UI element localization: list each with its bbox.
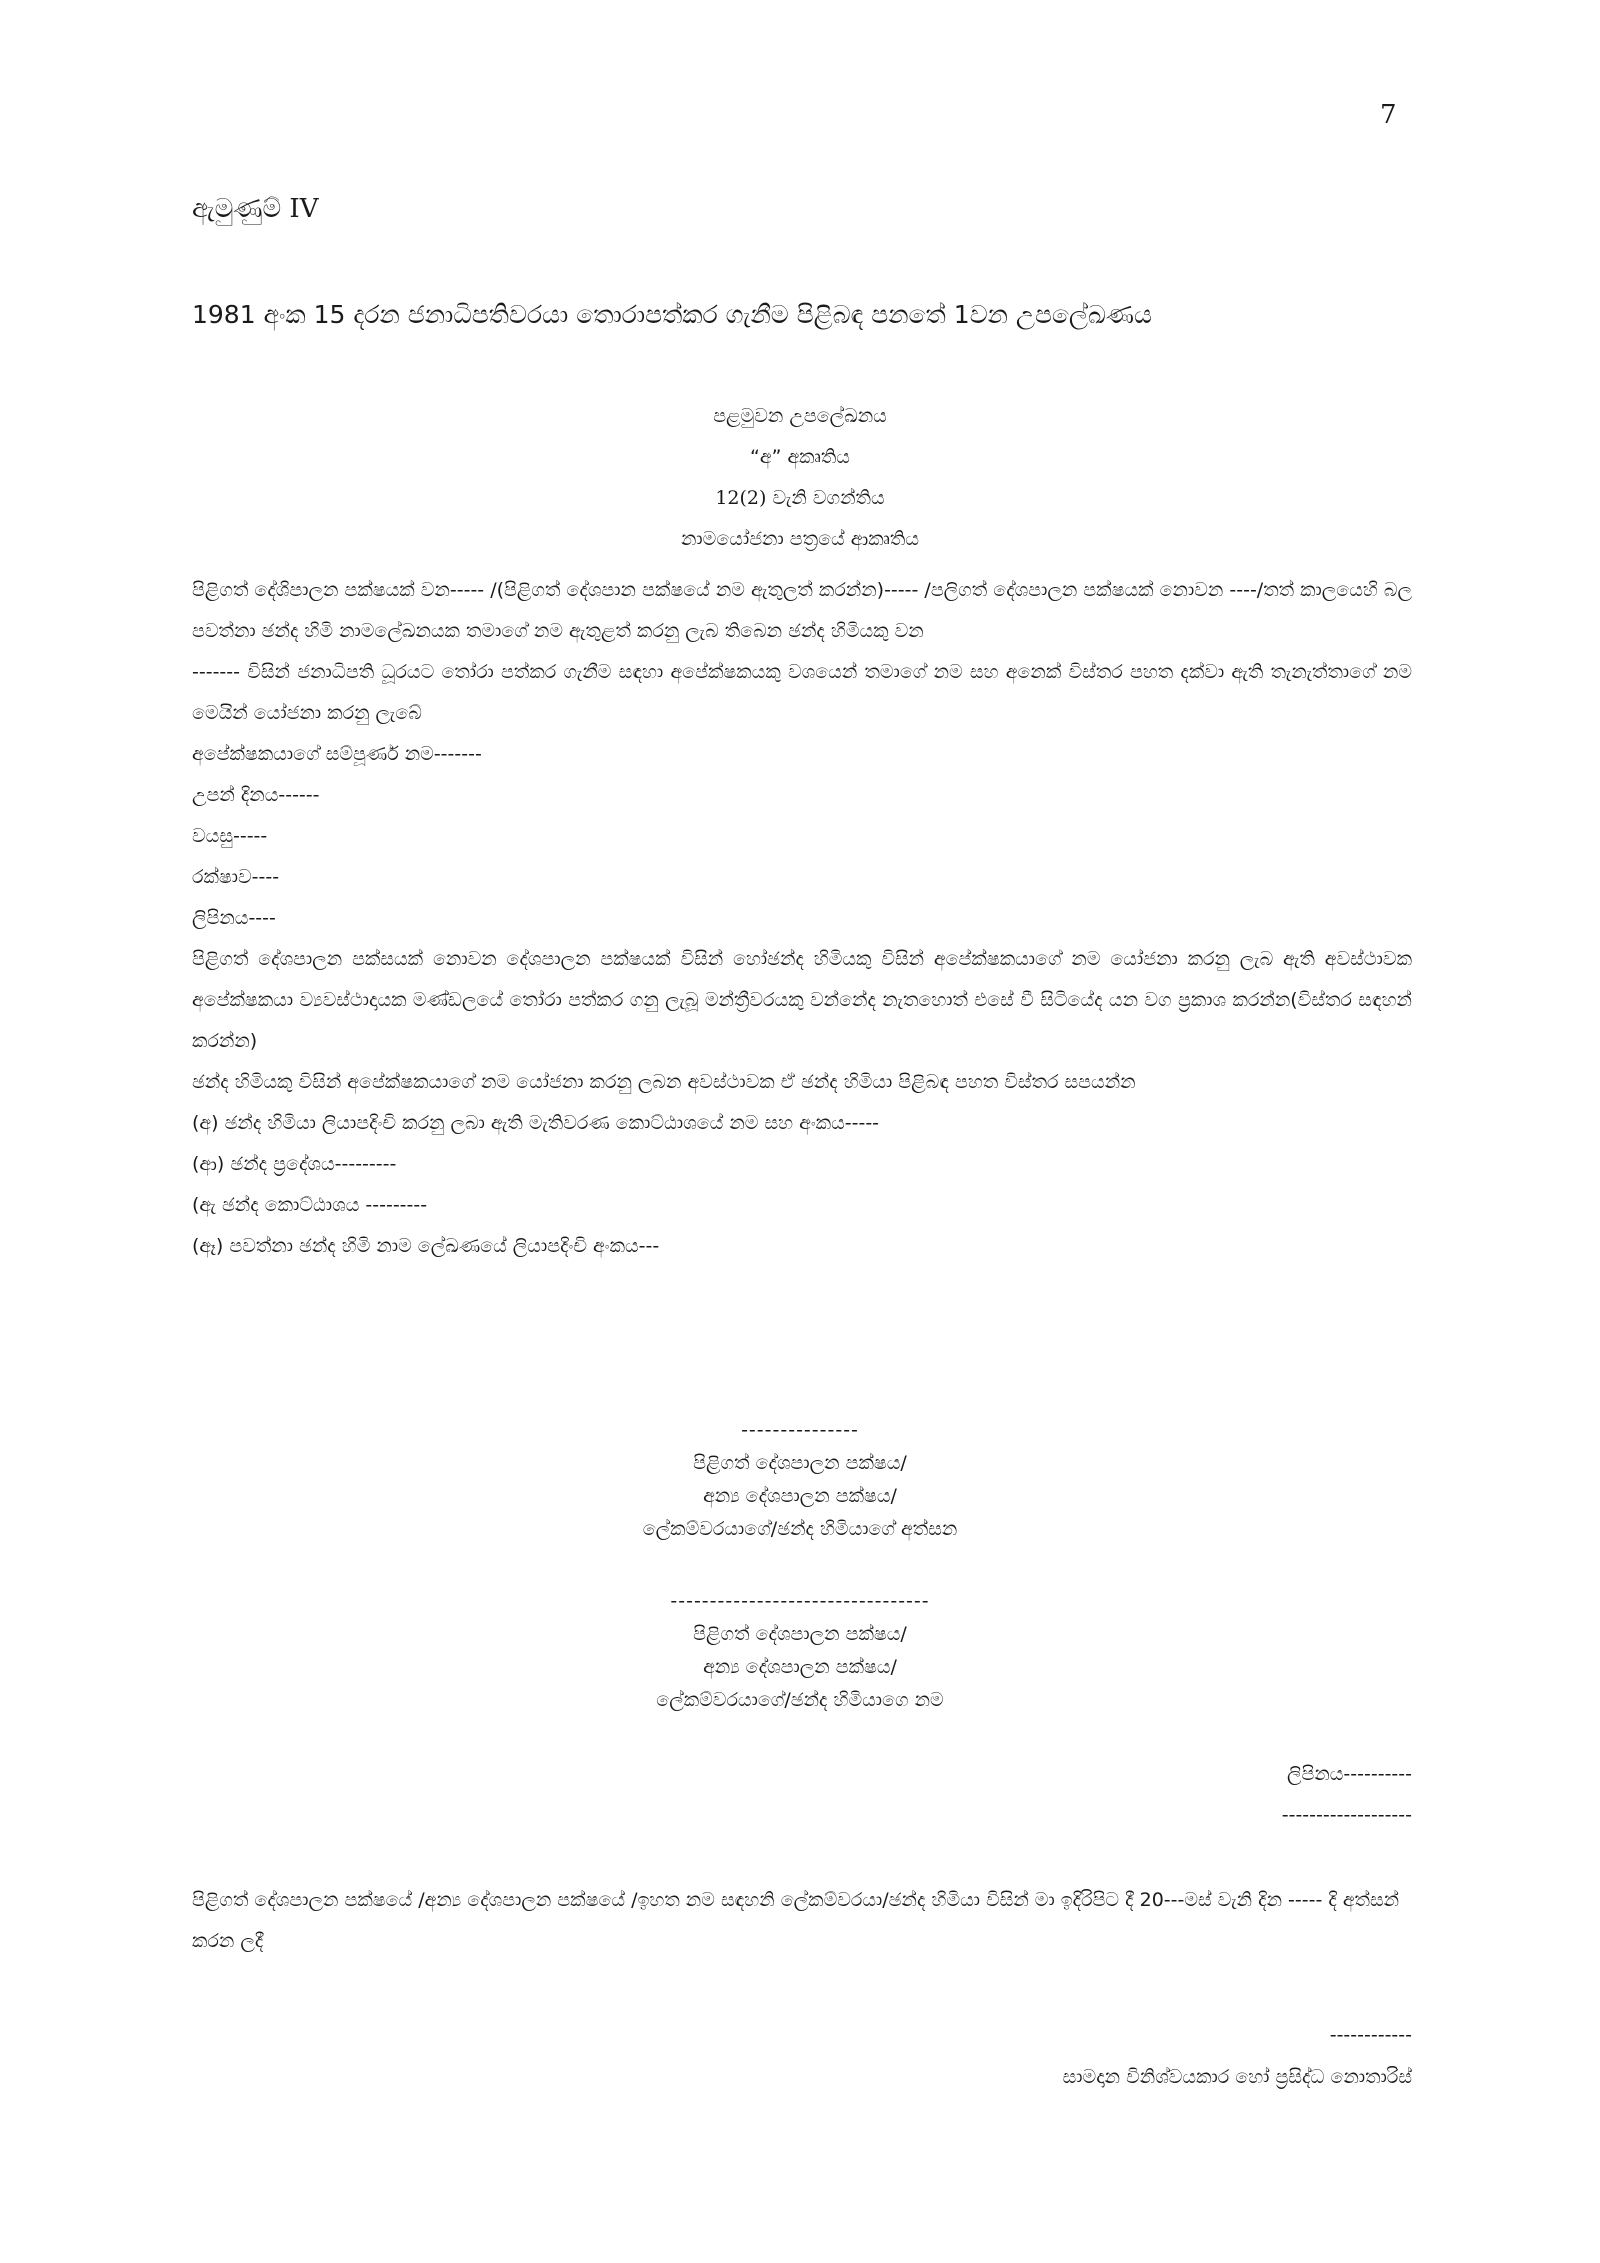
other-party-paragraph: පිළිගත් දේශපාලන පක්සයක් නොවන දේශපාලන පක්ෂයක් විසින් හෝඡන්ද හිමියකු විසින් අපේක්ෂකයාගේ නම යෝජනා කරනු ලැබ ඇති අවස්ථාවක අපේක්ෂකයා ව්‍යවස්ථාදායක මණ්ඩලයේ තෝරා පත්කර ගනු ලැබූ මන්ත්‍රීවරයකු වන්නේද නැතහොත් එසේ වී සිටියේද යන වග ප්‍රකාශ කරන්න(විස්තර සඳහන් කරන්න) bbox=[192, 948, 1412, 1052]
address-continuation-line: ------------------- bbox=[1281, 1804, 1412, 1826]
voter-item: (ඇ ඡන්ද කොට්ඨාශය --------- bbox=[192, 1194, 428, 1216]
schedule-header bbox=[0, 396, 1600, 560]
intro-paragraph: පිළිගත් දේශිපාලන පක්ෂයක් වන----- /(පිළිගත් දේශපාන පක්ෂයේ නම ඇතුලත් කරන්න)----- /පලිගත් දේශපාලන පක්ෂයක් නොවන ----/තත් කාලයෙහි බල පවත්නා ඡන්ද හිමි නාමලේඛනයක තමාගේ නම ඇතුළත් කරනු ලැබ තිබෙන ඡන්ද හිමියකු වන bbox=[192, 579, 1412, 642]
address-block bbox=[1100, 1754, 1412, 1836]
name-block bbox=[0, 1585, 1600, 1717]
signature-line: --------------- bbox=[741, 1419, 859, 1441]
voter-item: (ඈ) පවත්නා ඡන්ද හිමි නාම ලේඛණයේ ලියාපදිංචි අංකය--- bbox=[192, 1235, 660, 1257]
notary-block bbox=[900, 2014, 1412, 2098]
notary-signature-line: ------------ bbox=[1329, 2024, 1412, 2046]
name-line: --------------------------------- bbox=[670, 1590, 930, 1612]
attestation-paragraph: පිළිගත් දේශපාලන පක්ෂයේ /අන්‍ය දේශපාලන පක්ෂයේ /ඉහත නම සඳහනි ලේකම්වරයා/ඡන්ද හිමියා විසින් මා ඉදිරිපිට දී 20---මස් වැනි දින ----- දි අත්සන් කරන ලදී bbox=[192, 1889, 1400, 1952]
name-line-2: අන්‍ය දේශපාලන පක්ෂය/ bbox=[703, 1656, 897, 1678]
annex-label: ඇමුණුම් bbox=[192, 194, 282, 224]
field-occupation: රක්ෂාව---- bbox=[192, 866, 280, 888]
field-age: වයසු----- bbox=[192, 825, 268, 847]
page-number: 7 bbox=[1380, 100, 1397, 130]
signature-caption: ලේකම්වරයාගේ/ඡන්ද හිමියාගේ අත්සන bbox=[642, 1518, 958, 1540]
name-caption: ලේකම්වරයාගේ/ඡන්ද හිමියාගෙ නම bbox=[656, 1689, 944, 1711]
notary-caption: සාමදාන විනිශ්වයකාර හෝ ප්‍රසිද්ධ නොතාරිස් bbox=[1062, 2066, 1412, 2088]
address-label: ලිපිනය---------- bbox=[1286, 1763, 1412, 1785]
form-body bbox=[192, 570, 1412, 1267]
nomination-paragraph: ------- විසින් ජනාධිපති ධූරයට තෝරා පත්කර ගැනීම සඳහා අපේක්ෂකයකු වශයෙන් තමාගේ නම සහ අනෙක් විස්තර පහත දක්වා ඇති තැනැත්තාගේ නම මෙයින් යෝජනා කරනු ලැබේ bbox=[192, 661, 1412, 724]
form-label: “අ” අකෘතිය bbox=[750, 446, 850, 468]
signature-line-1: පිළිගත් දේශපාලන පක්ෂය/ bbox=[693, 1452, 907, 1474]
voter-item: (අ) ඡන්ද හිමියා ලියාපදිංචි කරනු ලබා ඇති මැතිවරණ කොට්ඨාශයේ නම සහ අංකය----- bbox=[192, 1112, 880, 1134]
schedule-title: පළමුවන උපලේඛනය bbox=[713, 405, 887, 427]
field-address: ලිපිනය---- bbox=[192, 907, 276, 929]
field-birth-date: උපන් දිනය------ bbox=[192, 784, 320, 806]
name-line-1: පිළිගත් දේශපාලන පක්ෂය/ bbox=[693, 1623, 907, 1645]
field-full-name: අපේක්ෂකයාගේ සම්පූර්ණ නම------- bbox=[192, 743, 482, 765]
signature-line-2: අන්‍ය දේශපාලන පක්ෂය/ bbox=[703, 1485, 897, 1507]
annex-number: IV bbox=[289, 194, 319, 224]
voter-paragraph: ඡන්ද හිමියකු විසින් අපේක්ෂකයාගේ නම යෝජනා කරනු ලබන අවස්ථාවක ඒ ඡන්ද හිමියා පිළිබඳ පහත විස්තර සපයන්න bbox=[192, 1071, 1136, 1093]
main-heading: 1981 අංක 15 දරන ජනාධිපතිවරයා තොරාපත්කර ගැනීම පිළිබඳ පනතේ 1වන උපලේඛණය bbox=[192, 300, 1152, 329]
signature-block bbox=[0, 1414, 1600, 1546]
section-reference: 12(2) වැනි වගන්තිය bbox=[715, 487, 885, 509]
annex-title bbox=[192, 194, 318, 225]
form-name: නාමයෝජනා පත්‍රයේ ආකෘතිය bbox=[681, 528, 919, 550]
voter-item: (ආ) ඡන්ද ප්‍රදේශය--------- bbox=[192, 1153, 397, 1175]
